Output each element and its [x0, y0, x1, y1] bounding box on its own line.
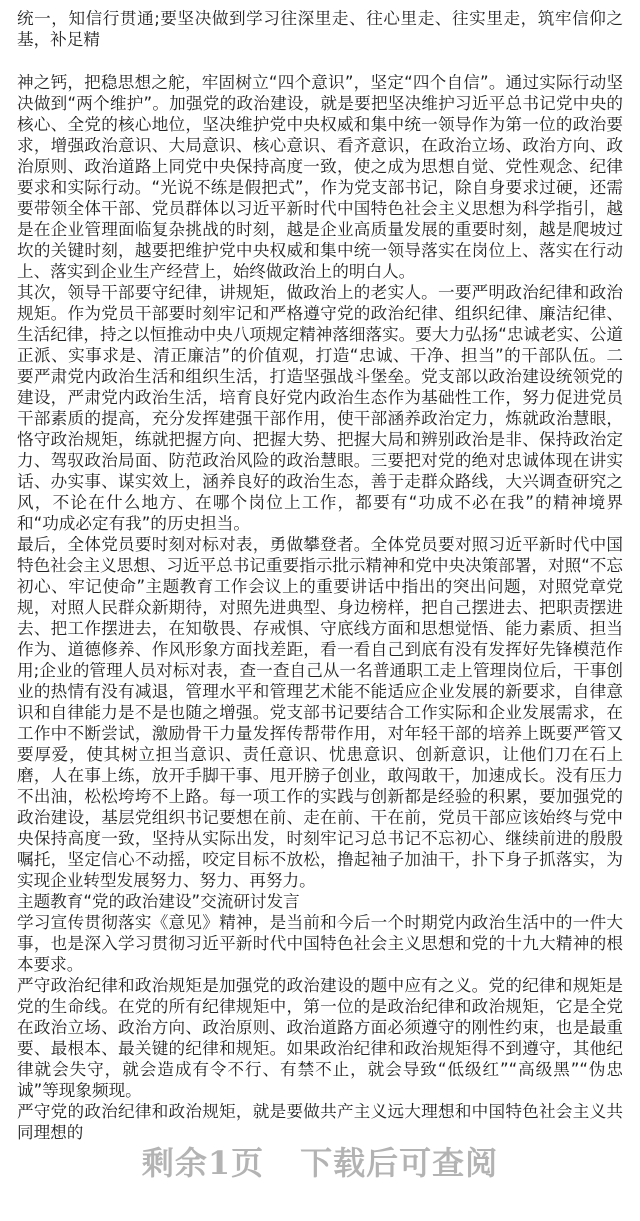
paragraph: 严守党的政治纪律和政治规矩，就是要做共产主义远大理想和中国特色社会主义共同理想的: [17, 1102, 623, 1142]
section-heading: 主题教育“党的政治建设”交流研讨发言: [17, 892, 300, 911]
paragraph: 统一，知信行贯通;要坚决做到学习往深里走、往心里走、往实里走，筑牢信仰之基，补足精: [17, 9, 623, 49]
remaining-pages-label: 剩余1页: [141, 1144, 265, 1182]
paragraph: 严守政治纪律和政治规矩是加强党的政治建设的题中应有之义。党的纪律和规矩是党的生命线。在党的所有纪律规矩中，第一位的是政治纪律和政治规矩，它是全党在政治立场、政治方向、政治原则、政治道路方面必须遵守的刚性约束，也是最重要、最根本、最关键的纪律和规矩。如果政治纪律和政治规矩得不到遵守，其他纪律就会失守，就会造成有令不行、有禁不止，就会导致“低级红”“高级黑”“伪忠诚”等现象频现。: [17, 976, 623, 1100]
paragraph: 最后，全体党员要时刻对标对表，勇做攀登者。全体党员要对照习近平新时代中国特色社会主义思想、习近平总书记重要指示批示精神和党中央决策部署，对照“不忘初心、牢记使命”主题教育工作会议上的重要讲话中指出的突出问题，对照党章党规，对照人民群众新期待，对照先进典型、身边榜样，把自己摆进去、把职责摆进去、把工作摆进去，在知敬畏、存戒惧、守底线方面和思想觉悟、能力素质、担当作为、道德修养、作风形象方面找差距，看一看自己到底有没有发挥好先锋模范作用;企业的管理人员对标对表，查一查自己从一名普通职工走上管理岗位后，干事创业的热情有没有减退，管理水平和管理艺术能不能适应企业发展的新要求，自律意识和自律能力是不是也随之增强。党支部书记要结合工作实际和企业发展需求，在工作中不断尝试，激励骨干力量发挥传帮带作用，对年轻干部的培养上既要严管又要厚爱，使其树立担当意识、责任意识、忧患意识、创新意识，让他们刀在石上磨，人在事上练，放开手脚干事、甩开膀子创业，敢闯敢干，加速成长。没有压力不出油，松松垮垮不上路。每一项工作的实践与创新都是经验的积累，要加强党的政治建设，基层党组织书记要想在前、走在前、干在前，党员干部应该始终与党中央保持高度一致，坚持从实际出发，时刻牢记习总书记不忘初心、继续前进的殷殷嘱托，坚定信心不动摇，咬定目标不放松，撸起袖子加油干，扑下身子抓落实，为实现企业转型发展努力、努力、再努力。: [17, 535, 623, 890]
paragraph: 神之钙，把稳思想之舵，牢固树立“四个意识”，坚定“四个自信”。通过实际行动坚决做到“两个维护”。加强党的政治建设，就是要把坚决维护习近平总书记党中央的核心、全党的核心地位，坚决维护党中央权威和集中统一领导作为第一位的政治要求，增强政治意识、大局意识、核心意识、看齐意识，在政治立场、政治方向、政治原则、政治道路上同党中央保持高度一致，使之成为思想自觉、党性观念、纪律要求和实际行动。“光说不练是假把式”，作为党支部书记，除自身要求过硬，还需要带领全体干部、党员群体以习近平新时代中国特色社会主义思想为科学指引，越是在企业管理面临复杂挑战的时刻，越是企业高质量发展的重要时刻，越是爬坡过坎的关键时刻，越要把维护党中央权威和集中统一领导落实在岗位上、落实在行动上、落实到企业生产经营上，始终做政治上的明白人。: [17, 73, 623, 281]
document-body: [17, 72, 623, 1143]
paragraph: 学习宣传贯彻落实《意见》精神，是当前和今后一个时期党内政治生活中的一件大事，也是深入学习贯彻习近平新时代中国特色社会主义思想和党的十九大精神的根本要求。: [17, 913, 623, 974]
download-prompt[interactable]: [0, 1138, 640, 1184]
download-to-view-label[interactable]: 下载后可查阅: [300, 1144, 499, 1182]
document-top-fragment: [17, 8, 623, 50]
paragraph: 其次，领导干部要守纪律，讲规矩，做政治上的老实人。一要严明政治纪律和政治规矩。作为党员干部要时刻牢记和严格遵守党的政治纪律、组织纪律、廉洁纪律、生活纪律，持之以恒推动中央八项规定精神落细落实。要大力弘扬“忠诚老实、公道正派、实事求是、清正廉洁”的价值观，打造“忠诚、干净、担当”的干部队伍。二要严肃党内政治生活和组织生活，打造坚强战斗堡垒。党支部以政治建设统领党的建设，严肃党内政治生活，培育良好党内政治生态作为基础性工作，努力促进党员干部素质的提高，充分发挥建强干部作用，使干部涵养政治定力，炼就政治慧眼，恪守政治规矩，练就把握方向、把握大势、把握大局和辨别政治是非、保持政治定力、驾驭政治局面、防范政治风险的政治慧眼。三要把对党的绝对忠诚体现在讲实话、办实事、谋实效上，涵养良好的政治生态，善于走群众路线，大兴调查研究之风，不论在什么地方、在哪个岗位上工作，都要有“功成不必在我”的精神境界和“功成必定有我”的历史担当。: [17, 283, 623, 533]
